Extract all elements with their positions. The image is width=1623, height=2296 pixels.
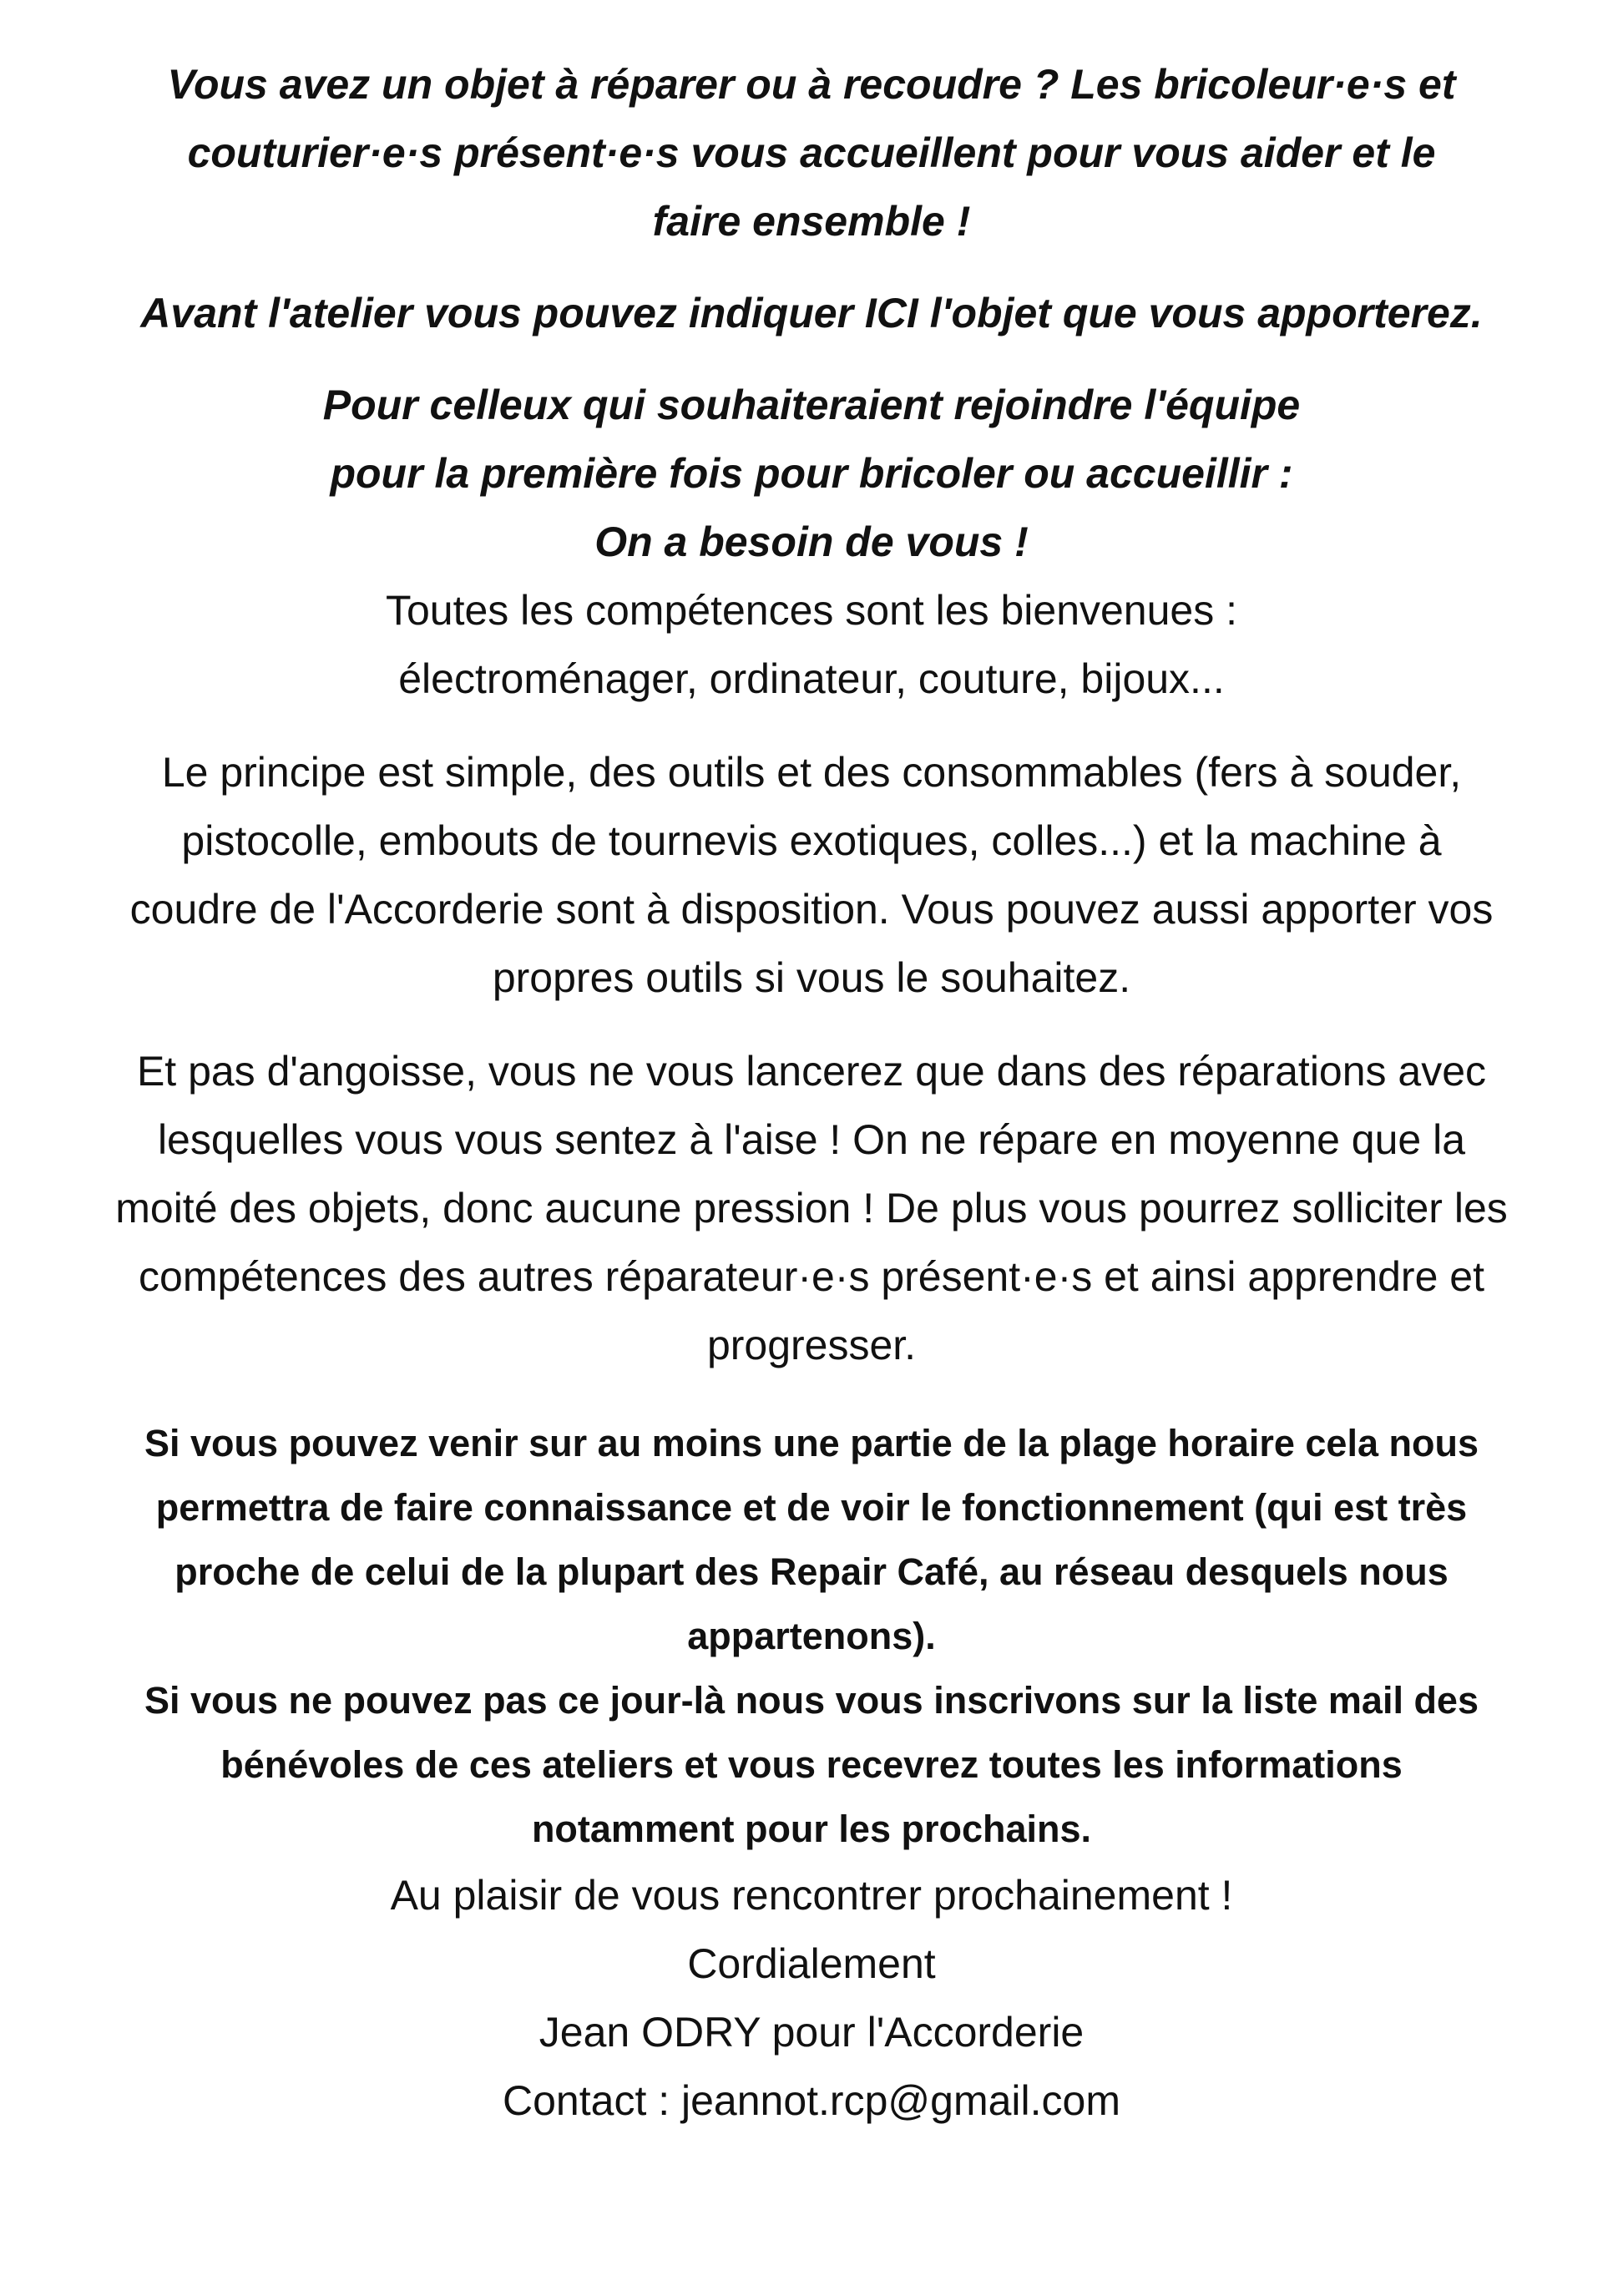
no-worry-line: compétences des autres réparateur·e·s présent·e·s et ainsi apprendre et bbox=[139, 1253, 1484, 1300]
intro-paragraph bbox=[58, 50, 1565, 255]
closing-paragraph bbox=[58, 1861, 1565, 2135]
closing-salutation: Cordialement bbox=[687, 1940, 936, 1987]
join-bold-line: On a besoin de vous ! bbox=[594, 518, 1029, 565]
no-worry-line: progresser. bbox=[706, 1322, 917, 1368]
attendance-line: Si vous pouvez venir sur au moins une partie de la plage horaire cela nous bbox=[144, 1422, 1479, 1464]
attendance-paragraph bbox=[58, 1411, 1565, 1861]
intro-line: faire ensemble ! bbox=[652, 198, 971, 245]
attendance-line: appartenons). bbox=[687, 1615, 936, 1657]
attendance-line: Si vous ne pouvez pas ce jour-là nous vous inscrivons sur la liste mail des bbox=[144, 1679, 1479, 1722]
attendance-line: permettra de faire connaissance et de voir le fonctionnement (qui est très bbox=[155, 1486, 1468, 1529]
no-worry-line: lesquelles vous vous sentez à l'aise ! On ne répare en moyenne que la bbox=[157, 1116, 1466, 1163]
join-bold-line: Pour celleux qui souhaiteraient rejoindre l'équipe bbox=[322, 382, 1301, 428]
closing-signature: Jean ODRY pour l'Accorderie bbox=[538, 2009, 1085, 2056]
no-worry-line: moité des objets, donc aucune pression ! De plus vous pourrez solliciter les bbox=[115, 1185, 1508, 1231]
principle-line: propres outils si vous le souhaitez. bbox=[492, 954, 1131, 1001]
before-workshop-paragraph bbox=[58, 279, 1565, 347]
join-team-paragraph bbox=[58, 371, 1565, 713]
intro-line: Vous avez un objet à réparer ou à recoudre ? Les bricoleur·e·s et bbox=[167, 61, 1456, 108]
join-plain-line: électroménager, ordinateur, couture, bijoux... bbox=[398, 655, 1225, 702]
no-worry-paragraph bbox=[58, 1037, 1565, 1379]
principle-line: coudre de l'Accorderie sont à disposition. Vous pouvez aussi apporter vos bbox=[129, 886, 1494, 933]
attendance-line: bénévoles de ces ateliers et vous recevrez toutes les informations bbox=[220, 1743, 1403, 1786]
no-worry-line: Et pas d'angoisse, vous ne vous lancerez que dans des réparations avec bbox=[136, 1048, 1487, 1095]
closing-greeting: Au plaisir de vous rencontrer prochainement ! bbox=[390, 1872, 1233, 1919]
join-bold-line: pour la première fois pour bricoler ou accueillir : bbox=[330, 450, 1293, 497]
before-workshop-text: Avant l'atelier vous pouvez indiquer ICI l'objet que vous apporterez. bbox=[140, 290, 1483, 336]
principle-line: pistocolle, embouts de tournevis exotiques, colles...) et la machine à bbox=[181, 817, 1442, 864]
attendance-line: notamment pour les prochains. bbox=[531, 1808, 1092, 1850]
intro-line: couturier·e·s présent·e·s vous accueillent pour vous aider et le bbox=[187, 129, 1436, 176]
principle-line: Le principe est simple, des outils et des consommables (fers à souder, bbox=[161, 749, 1462, 796]
join-plain-line: Toutes les compétences sont les bienvenues : bbox=[385, 587, 1238, 634]
principle-paragraph bbox=[58, 738, 1565, 1012]
closing-contact: Contact : jeannot.rcp@gmail.com bbox=[503, 2077, 1120, 2124]
attendance-line: proche de celui de la plupart des Repair Café, au réseau desquels nous bbox=[174, 1550, 1449, 1593]
